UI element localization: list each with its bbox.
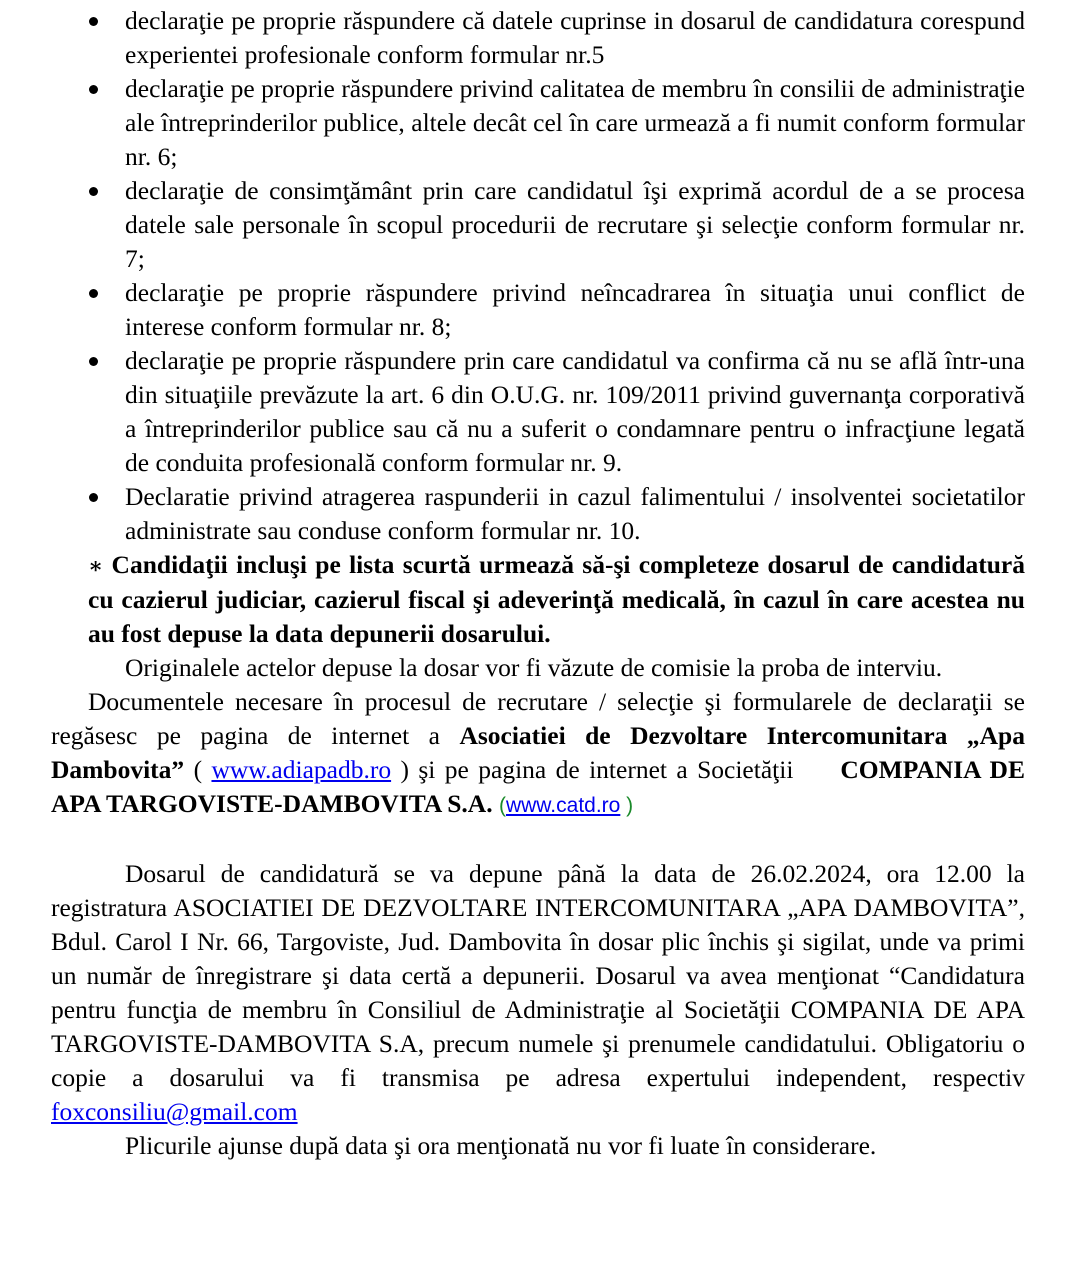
bullet-icon bbox=[89, 187, 98, 196]
list-item-text: declaraţie de consimţământ prin care candidatul îşi exprimă acordul de a se procesa datele sale personale în scopul procedurii de recrutare şi selecţie conform formular nr. 7; bbox=[125, 176, 1025, 273]
documents-text: Documentele necesare în procesul de recrutare / selecţie şi formularele de declaraţii se regăsesc pe pagina de internet a bbox=[51, 687, 1025, 750]
list-item bbox=[125, 344, 1025, 480]
submission-paragraph bbox=[51, 857, 1025, 1129]
documents-paragraph bbox=[51, 685, 1025, 823]
bullet-icon bbox=[89, 85, 98, 94]
adiapadb-link[interactable]: www.adiapadb.ro bbox=[211, 755, 392, 784]
documents-text-2: ) şi pe pagina de internet a Societăţii bbox=[391, 755, 803, 784]
bullet-icon bbox=[89, 357, 98, 366]
list-item bbox=[125, 72, 1025, 174]
catd-link[interactable]: www.catd.ro bbox=[505, 794, 621, 817]
paren-close: ) bbox=[620, 794, 634, 817]
bullet-icon bbox=[89, 17, 98, 26]
shortlist-note bbox=[51, 548, 1025, 651]
list-item-text: declaraţie pe proprie răspundere prin care candidatul va confirma că nu se află într-una din situaţiile prevăzute la art. 6 din O.U.G. nr. 109/2011 privind guvernanţa corporativă a întreprinderilor publice sau că nu a suferit o condamnare pentru o infracţiune legată de conduita profesională conform formular nr. 9. bbox=[125, 346, 1025, 477]
list-item-text: Declaratie privind atragerea raspunderii in cazul falimentului / insolventei societatilor administrate sau conduse conform formular nr. 10. bbox=[125, 482, 1025, 545]
email-link[interactable]: foxconsiliu@gmail.com bbox=[51, 1097, 298, 1126]
shortlist-note-text: Candidaţii incluşi pe lista scurtă urmează să-şi completeze dosarul de candidatură cu cazierul judiciar, cazierul fiscal şi adeverinţă medicală, în cazul în care acestea nu au fost depuse la data depunerii dosarului. bbox=[88, 550, 1025, 648]
list-item bbox=[125, 174, 1025, 276]
list-item bbox=[125, 480, 1025, 548]
asterisk-icon: ∗ bbox=[88, 553, 104, 578]
submission-text: Dosarul de candidatură se va depune până la data de 26.02.2024, ora 12.00 la registratura ASOCIATIEI DE DEZVOLTARE INTERCOMUNITARA „APA DAMBOVITA”, Bdul. Carol I Nr. 66, Targoviste, Jud. Dambovita în dosar plic închis şi sigilat, unde va primi un număr de înregistrare şi data certă a depunerii. Dosarul va avea menţionat “Candidatura pentru funcţia de membru în Consiliul de Administraţie al Societăţii COMPANIA DE APA TARGOVISTE-DAMBOVITA S.A, precum numele şi prenumele candidatului. Obligatoriu o copie a dosarului va fi transmisa pe adresa expertului independent, respectiv bbox=[51, 859, 1025, 1092]
list-item-text: declaraţie pe proprie răspundere că datele cuprinse in dosarul de candidatura corespund experientei profesionale conform formular nr.5 bbox=[125, 6, 1025, 69]
required-documents-list bbox=[51, 4, 1025, 548]
bullet-icon bbox=[89, 493, 98, 502]
final-paragraph: Plicurile ajunse după data şi ora menţionată nu vor fi luate în considerare. bbox=[125, 1131, 877, 1160]
paren-open-2: ( bbox=[498, 794, 506, 817]
spacer bbox=[51, 823, 1025, 857]
originals-paragraph: Originalele actelor depuse la dosar vor fi văzute de comisie la proba de interviu. bbox=[125, 653, 943, 682]
bullet-icon bbox=[89, 289, 98, 298]
company-name: COMPANIA DE APA TARGOVISTE-DAMBOVITA S.A. bbox=[51, 755, 1025, 818]
paren-open: ( bbox=[184, 755, 212, 784]
list-item-text: declaraţie pe proprie răspundere privind neîncadrarea în situaţia unui conflict de interese conform formular nr. 8; bbox=[125, 278, 1025, 341]
list-item-text: declaraţie pe proprie răspundere privind calitatea de membru în consilii de administraţie ale întreprinderilor publice, altele decât cel în care urmează a fi numit conform formular nr. 6; bbox=[125, 74, 1025, 171]
list-item bbox=[125, 4, 1025, 72]
list-item bbox=[125, 276, 1025, 344]
association-name: Asociatiei de Dezvoltare Intercomunitara „Apa Dambovita” bbox=[51, 721, 1025, 784]
